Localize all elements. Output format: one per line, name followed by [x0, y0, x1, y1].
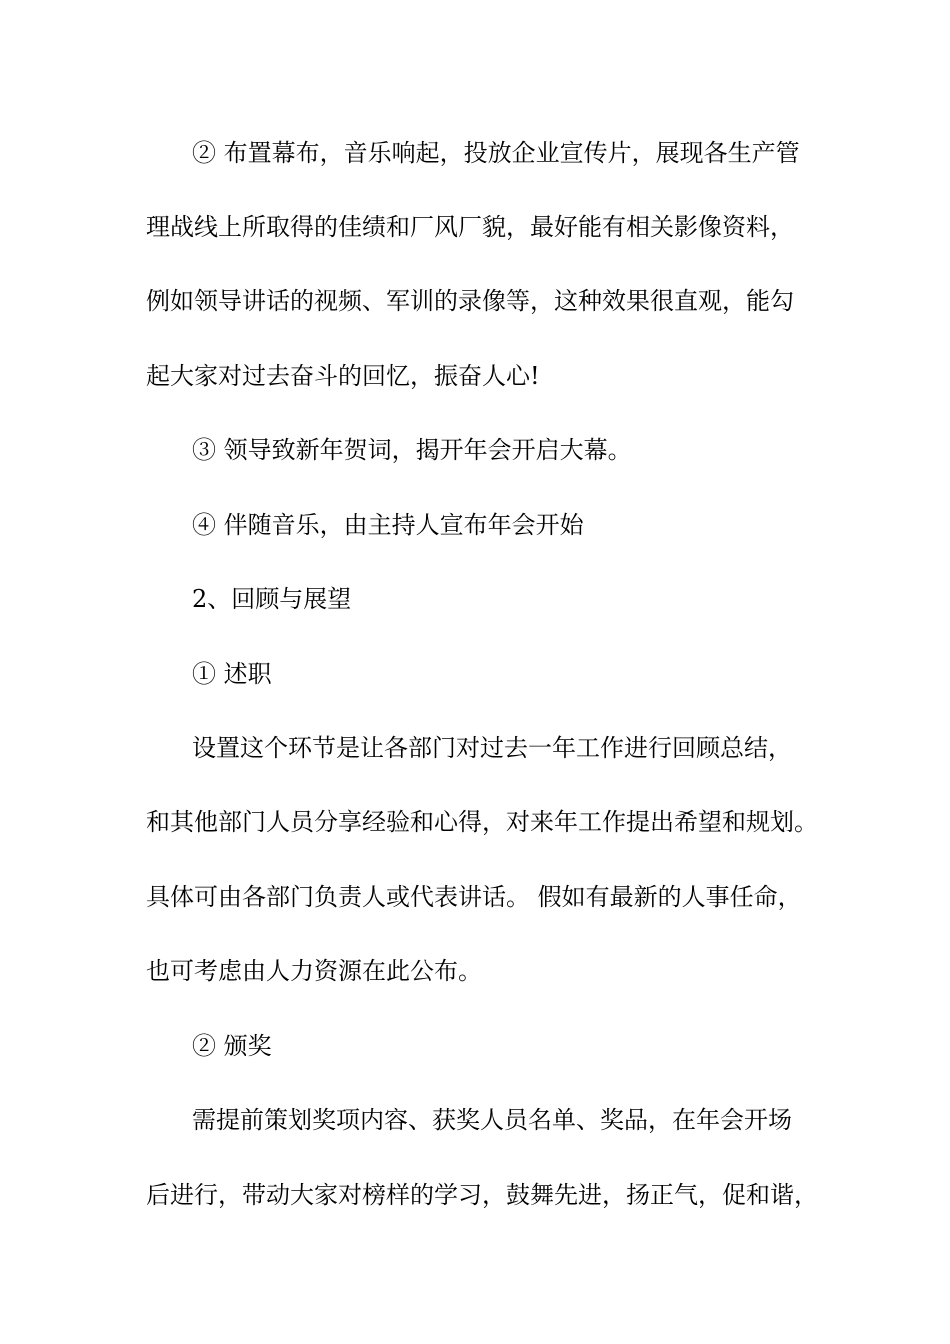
- text-line: 例如领导讲话的视频、军训的录像等，这种效果很直观，能勾: [146, 287, 794, 315]
- text-line: ② 布置幕布，音乐响起，投放企业宣传片，展现各生产管: [192, 139, 800, 167]
- text-line: 后进行，带动大家对榜样的学习，鼓舞先进，扬正气，促和谐，: [146, 1181, 818, 1209]
- text-line: 理战线上所取得的佳绩和厂风厂貌，最好能有相关影像资料，: [146, 213, 794, 241]
- text-line: 具体可由各部门负责人或代表讲话。 假如有最新的人事任命，: [146, 883, 802, 911]
- text-line: 需提前策划奖项内容、获奖人员名单、奖品，在年会开场: [192, 1106, 792, 1134]
- text-line: ④ 伴随音乐，由主持人宣布年会开始: [192, 511, 584, 539]
- text-line: 也可考虑由人力资源在此公布。: [146, 957, 482, 985]
- text-line: 和其他部门人员分享经验和心得，对来年工作提出希望和规划。: [146, 808, 818, 836]
- section-heading: 2、回顾与展望: [192, 585, 352, 613]
- text-line: ③ 领导致新年贺词，揭开年会开启大幕。: [192, 436, 632, 464]
- subsection-heading: ① 述职: [192, 660, 272, 688]
- text-line: 设置这个环节是让各部门对过去一年工作进行回顾总结，: [192, 734, 792, 762]
- text-line: 起大家对过去奋斗的回忆，振奋人心!: [146, 362, 540, 390]
- subsection-heading: ② 颁奖: [192, 1032, 272, 1060]
